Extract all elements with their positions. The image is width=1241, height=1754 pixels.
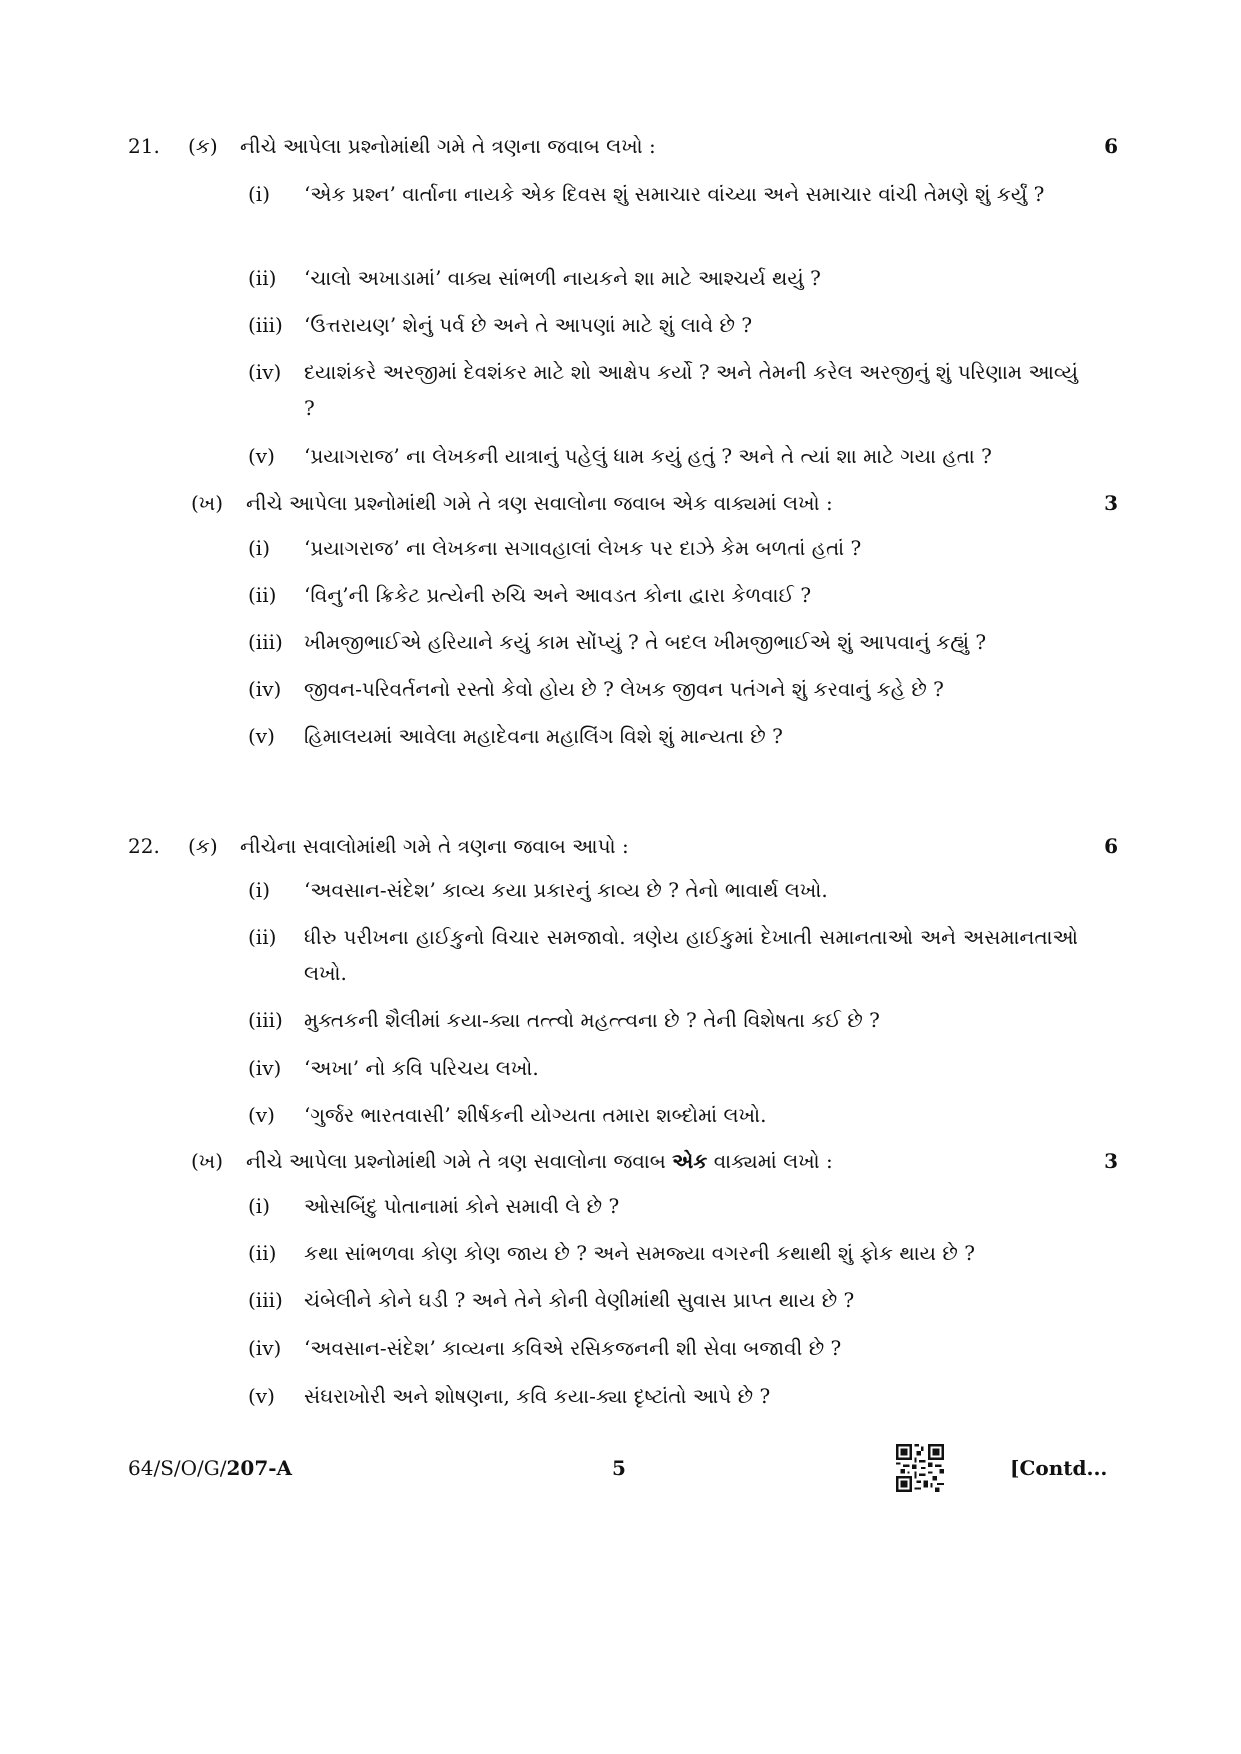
item-number: (iii)	[248, 1008, 283, 1032]
item-text: હિમાલયમાં આવેલા મહાદેવના મહાલિંગ વિશે શું માન્યતા છે ?	[304, 724, 783, 748]
item-number: (iii)	[248, 630, 283, 654]
q22-b-item-2	[248, 1235, 1078, 1271]
item-text: સંઘરાખોરી અને શોષણના, કવિ કયા-ક્યા દૃષ્ટાંતો આપે છે ?	[304, 1384, 771, 1408]
instruction-emphasis: એક	[672, 1149, 708, 1173]
q21-a-item-3	[248, 307, 1078, 343]
page-number: 5	[612, 1456, 626, 1480]
part-label: (ખ)	[191, 491, 224, 515]
part-label: (ખ)	[191, 1149, 224, 1173]
item-number: (iv)	[248, 360, 282, 384]
item-text: ખીમજીભાઈએ હરિયાને કયું કામ સોંપ્યું ? તે બદલ ખીમજીભાઈએ શું આપવાનું કહ્યું ?	[304, 630, 987, 654]
q21-b-item-2	[248, 577, 1078, 613]
q22-a-item-4	[248, 1050, 1078, 1086]
item-number: (ii)	[248, 925, 277, 949]
item-number: (iii)	[248, 1288, 283, 1312]
item-text: ઓસબિંદુ પોતાનામાં કોને સમાવી લે છે ?	[304, 1194, 620, 1218]
q22-a-item-1	[248, 872, 1078, 908]
q22-b-item-3	[248, 1282, 1078, 1318]
item-text: ‘પ્રયાગરાજ’ ના લેખકની યાત્રાનું પહેલું ધામ કયું હતું ? અને તે ત્યાં શા માટે ગયા હતા ?	[304, 444, 992, 468]
question-number: 21.	[128, 134, 160, 158]
marks: 3	[1104, 491, 1118, 515]
q21-b-item-1	[248, 530, 1078, 566]
item-text: ‘અવસાન-સંદેશ’ કાવ્ય કયા પ્રકારનું કાવ્ય છે ? તેનો ભાવાર્થ લખો.	[304, 878, 828, 902]
paper-code-suffix: 207-A	[226, 1456, 293, 1480]
item-number: (iv)	[248, 677, 282, 701]
item-text: ‘વિનુ’ની ક્રિકેટ પ્રત્યેની રુચિ અને આવડત કોના દ્વારા કેળવાઈ ?	[304, 583, 812, 607]
item-text: ‘ગુર્જર ભારતવાસી’ શીર્ષકની યોગ્યતા તમારા શબ્દોમાં લખો.	[304, 1103, 767, 1127]
marks: 3	[1104, 1149, 1118, 1173]
qr-code-icon	[896, 1444, 944, 1492]
item-text: ચંબેલીને કોને ઘડી ? અને તેને કોની વેણીમાંથી સુવાસ પ્રાપ્ત થાય છે ?	[304, 1288, 855, 1312]
item-number: (iv)	[248, 1056, 282, 1080]
q21-a-item-4	[248, 354, 1078, 426]
q22-b-item-5	[248, 1378, 1078, 1414]
item-text: ‘અવસાન-સંદેશ’ કાવ્યના કવિએ રસિકજનની શી સેવા બજાવી છે ?	[304, 1336, 842, 1360]
question-number: 22.	[128, 834, 160, 858]
q22-a-item-2	[248, 919, 1078, 991]
item-number: (iv)	[248, 1336, 282, 1360]
item-text: ‘ચાલો અખાડામાં’ વાક્ય સાંભળી નાયકને શા માટે આશ્ચર્ય થયું ?	[304, 266, 821, 290]
marks: 6	[1104, 134, 1118, 158]
instruction-end: વાક્યમાં લખો :	[707, 1149, 833, 1173]
item-number: (v)	[248, 1103, 275, 1127]
q22-a-item-3	[248, 1002, 1078, 1038]
paper-code-prefix: 64/S/O/G/	[128, 1456, 227, 1480]
item-text: કથા સાંભળવા કોણ કોણ જાય છે ? અને સમજ્યા વગરની કથાથી શું ફોક થાય છે ?	[304, 1241, 975, 1265]
item-text: ‘પ્રયાગરાજ’ ના લેખકના સગાવહાલાં લેખક પર દાઝે કેમ બળતાં હતાં ?	[304, 536, 862, 560]
q21-a-item-1	[248, 176, 1078, 212]
item-number: (ii)	[248, 1241, 277, 1265]
item-number: (i)	[248, 536, 271, 560]
instruction	[246, 1149, 833, 1173]
item-number: (i)	[248, 878, 271, 902]
item-number: (i)	[248, 182, 271, 206]
q22-b-item-4	[248, 1330, 1078, 1366]
instruction: નીચે આપેલા પ્રશ્નોમાંથી ગમે તે ત્રણ સવાલોના જવાબ એક વાક્યમાં લખો :	[246, 491, 833, 515]
instruction: નીચે આપેલા પ્રશ્નોમાંથી ગમે તે ત્રણના જવાબ લખો :	[240, 134, 656, 158]
item-number: (ii)	[248, 266, 277, 290]
item-number: (i)	[248, 1194, 271, 1218]
continued-marker: [Contd...	[1010, 1456, 1108, 1480]
item-text: ‘ઉત્તરાયણ’ શેનું પર્વ છે અને તે આપણાં માટે શું લાવે છે ?	[304, 313, 753, 337]
item-text: ધીરુ પરીખના હાઈકુનો વિચાર સમજાવો. ત્રણેય હાઈકુમાં દેખાતી સમાનતાઓ અને અસમાનતાઓ લખો.	[304, 925, 1078, 985]
instruction: નીચેના સવાલોમાંથી ગમે તે ત્રણના જવાબ આપો :	[240, 834, 629, 858]
q21-a-item-5	[248, 438, 1078, 474]
paper-code	[128, 1456, 292, 1480]
item-text: મુક્તકની શૈલીમાં કયા-ક્યા તત્ત્વો મહત્ત્વના છે ? તેની વિશેષતા કઈ છે ?	[304, 1008, 880, 1032]
item-number: (v)	[248, 444, 275, 468]
marks: 6	[1104, 834, 1118, 858]
item-number: (ii)	[248, 583, 277, 607]
q21-a-item-2	[248, 260, 1078, 296]
item-number: (v)	[248, 1384, 275, 1408]
item-text: દયાશંકરે અરજીમાં દેવશંકર માટે શો આક્ષેપ કર્યો ? અને તેમની કરેલ અરજીનું શું પરિણામ આવ્યું ?	[304, 360, 1078, 420]
q21-b-item-3	[248, 624, 1078, 660]
q22-a-item-5	[248, 1097, 1078, 1133]
item-text: ‘એક પ્રશ્ન’ વાર્તાના નાયકે એક દિવસ શું સમાચાર વાંચ્યા અને સમાચાર વાંચી તેમણે શું કર્યું ?	[304, 182, 1045, 206]
item-text: જીવન-પરિવર્તનનો રસ્તો કેવો હોય છે ? લેખક જીવન પતંગને શું કરવાનું કહે છે ?	[304, 677, 944, 701]
part-label: (ક)	[188, 134, 218, 158]
q22-b-item-1	[248, 1188, 1078, 1224]
q21-b-item-5	[248, 718, 1078, 754]
item-text: ‘અખા’ નો કવિ પરિચય લખો.	[304, 1056, 539, 1080]
q21-b-item-4	[248, 671, 1078, 707]
item-number: (v)	[248, 724, 275, 748]
item-number: (iii)	[248, 313, 283, 337]
part-label: (ક)	[188, 834, 218, 858]
instruction-main: નીચે આપેલા પ્રશ્નોમાંથી ગમે તે ત્રણ સવાલોના જવાબ	[246, 1149, 673, 1173]
